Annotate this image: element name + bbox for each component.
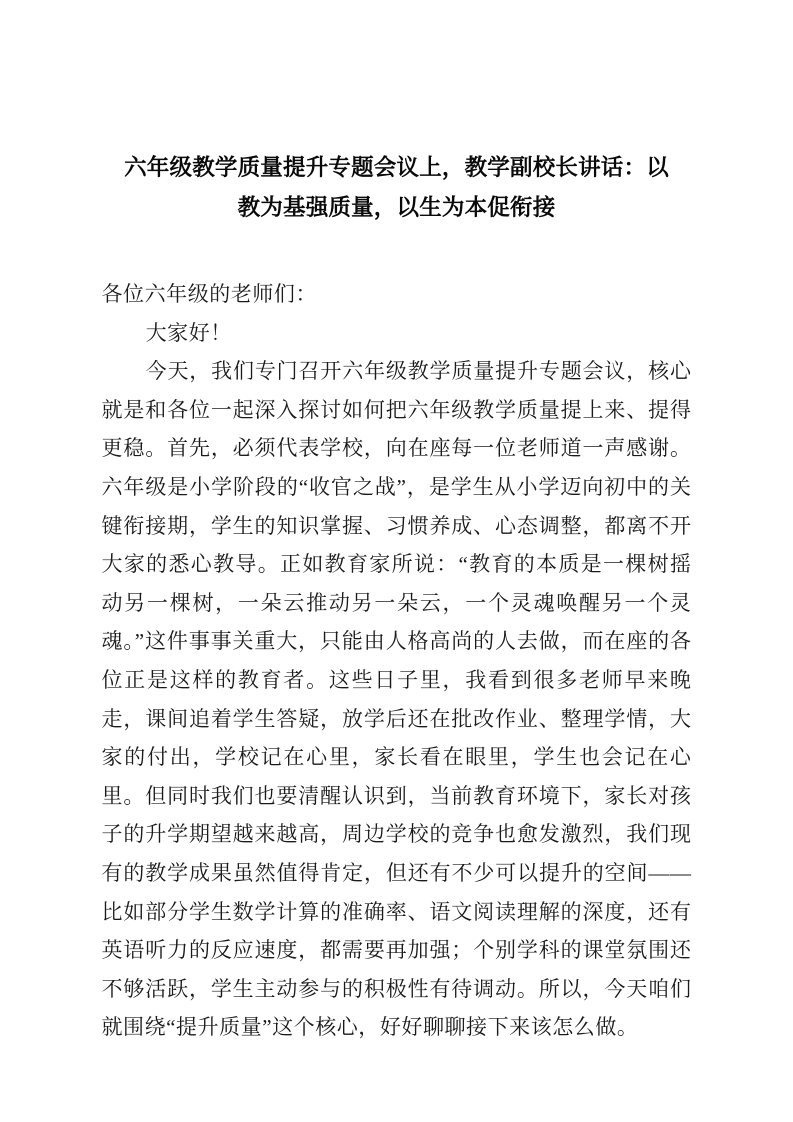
document-body — [102, 148, 692, 1047]
paragraph-salutation: 各位六年级的老师们： — [101, 282, 317, 306]
page-title-line-1: 六年级教学质量提升专题会议上，教学副校长讲话：以 — [124, 155, 669, 181]
page-header-blank-zone — [0, 0, 793, 148]
page-title — [102, 148, 692, 228]
page-title-line-2: 教为基强质量，以生为本促衔接 — [237, 195, 556, 221]
paragraph-body-1: 今天，我们专门召开六年级教学质量提升专题会议，核心就是和各位一起深入探讨如何把六年级教学质量提上来、提得更稳。首先，必须代表学校，向在座每一位老师道一声感谢。六年级是小学阶段的“收官之战”，是学生从小学迈向初中的关键衔接期，学生的知识掌握、习惯养成、心态调整，都离不开大家的悉心教导。正如教育家所说：“教育的本质是一棵树摇动另一棵树，一朵云推动另一朵云，一个灵魂唤醒另一个灵魂。”这件事事关重大，只能由人格高尚的人去做，而在座的各位正是这样的教育者。这些日子里，我看到很多老师早来晚走，课间追着学生答疑，放学后还在批改作业、整理学情，大家的付出，学校记在心里，家长看在眼里，学生也会记在心里。但同时我们也要清醒认识到，当前教育环境下，家长对孩子的升学期望越来越高，周边学校的竞争也愈发激烈，我们现有的教学成果虽然值得肯定，但还有不少可以提升的空间——比如部分学生数学计算的准确率、语文阅读理解的深度，还有英语听力的反应速度，都需要再加强；个别学科的课堂氛围还不够活跃，学生主动参与的积极性有待调动。所以，今天咱们就围绕“提升质量”这个核心，好好聊聊接下来该怎么做。 — [101, 359, 692, 1040]
title-body-spacer — [102, 228, 692, 275]
paragraph-greeting: 大家好！ — [145, 320, 232, 345]
